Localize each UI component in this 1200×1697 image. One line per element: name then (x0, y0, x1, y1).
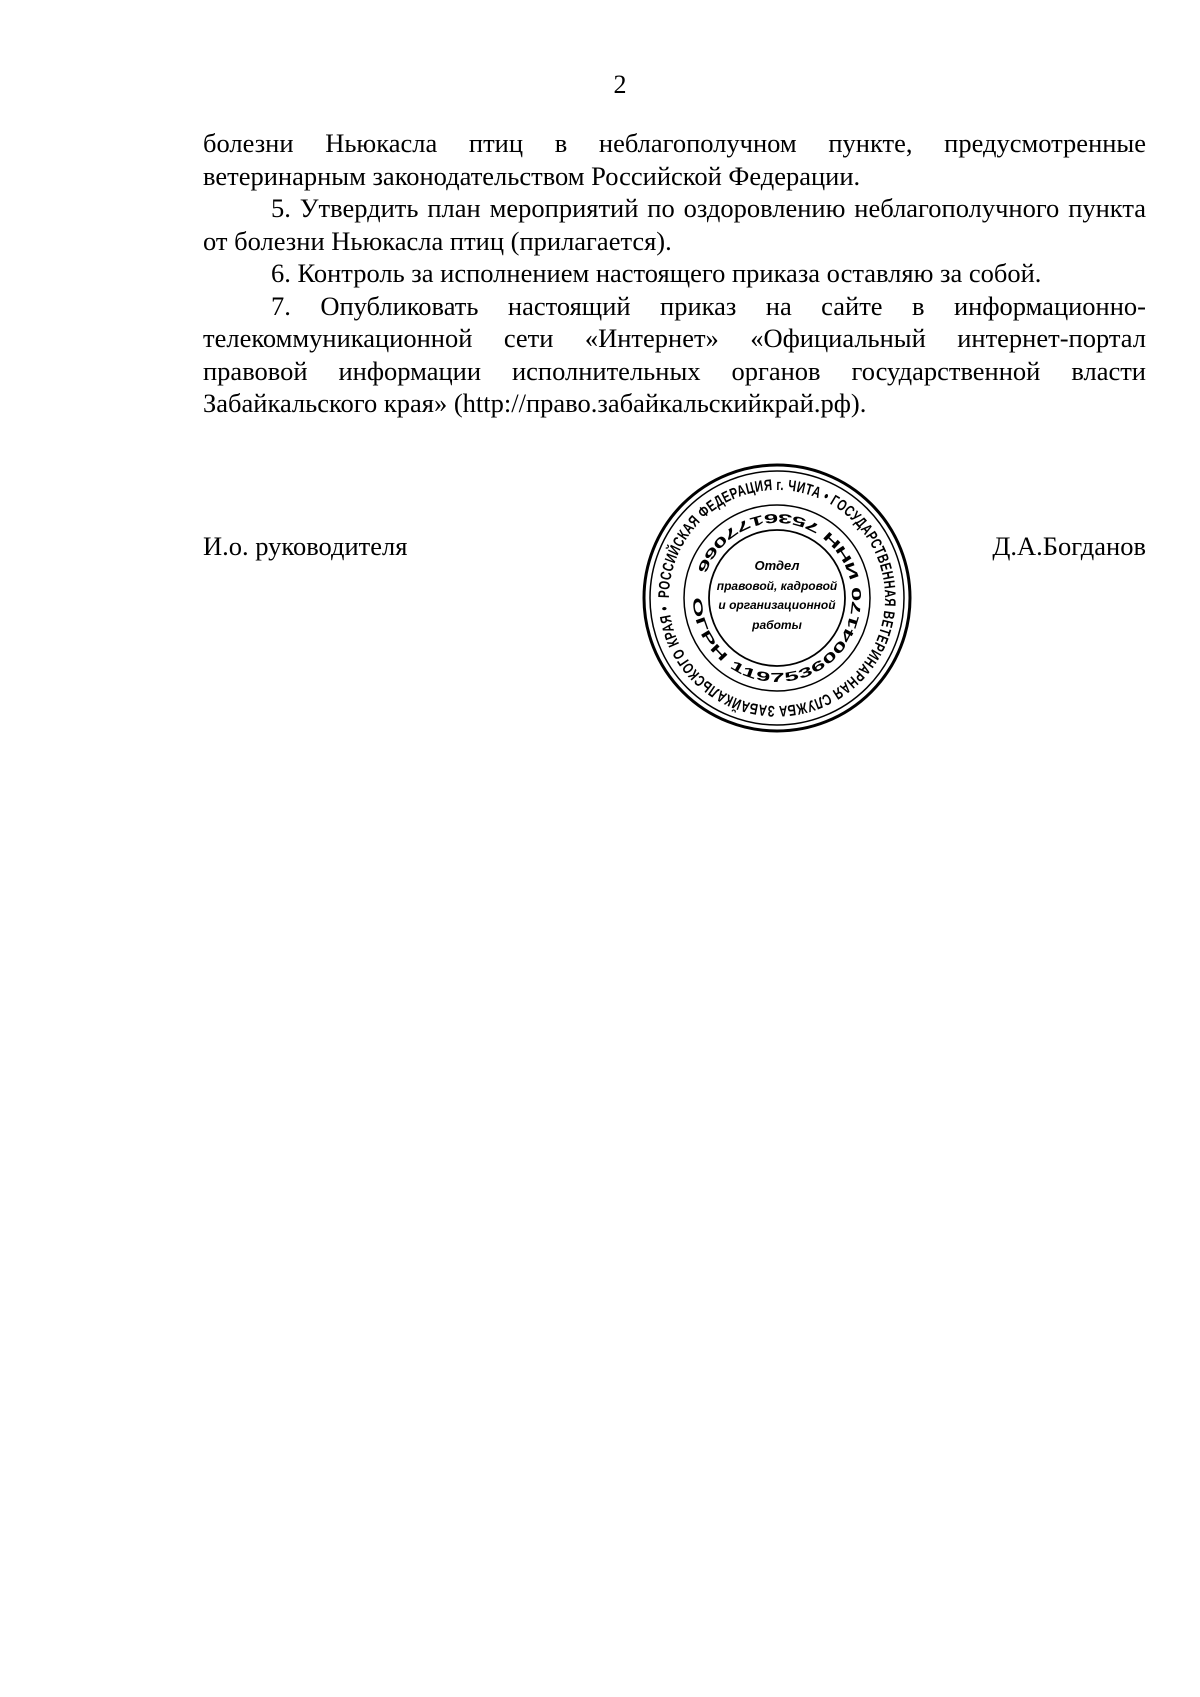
paragraph-item-5: 5. Утвердить план мероприятий по оздоровлению неблагополучного пункта от болезни Ньюкасла птиц (прилагается). (203, 193, 1146, 256)
paragraph-item-7: 7. Опубликовать настоящий приказ на сайте в информационно-телекоммуникационной сети «Интернет» «Официальный интернет-портал правовой информации исполнительных органов государственной власти Забайкальского края» (http://право.забайкальскийкрай.рф). (203, 290, 1146, 418)
seal-center-line-1: Отдел (754, 558, 800, 573)
seal-center-line-3: и организационной (718, 598, 836, 612)
seal-outer-ring-text: РОССИЙСКАЯ ФЕДЕРАЦИЯ г. ЧИТА • ГОСУДАРСТВЕННАЯ ВЕТЕРИНАРНАЯ СЛУЖБА ЗАБАЙКАЛЬСКОГО КРАЯ • (655, 476, 899, 720)
seal-center-line-2: правовой, кадровой (716, 579, 838, 593)
signatory-name: Д.А.Богданов (992, 531, 1146, 561)
seal-graphic (637, 458, 917, 738)
signatory-title: И.о. руководителя (203, 531, 408, 561)
document-body (203, 127, 1146, 420)
page-number: 2 (613, 70, 627, 99)
seal-registration-ring-text: ОГРН 1197536004170 ИНН 7536177066 (689, 510, 865, 686)
paragraph-continuation: болезни Ньюкасла птиц в неблагополучном пункте, предусмотренные ветеринарным законодательством Российской Федерации. (203, 128, 1146, 191)
paragraph-item-6: 6. Контроль за исполнением настоящего приказа оставляю за собой. (271, 258, 1042, 288)
seal-center-line-4: работы (752, 618, 802, 632)
official-seal-stamp (637, 458, 917, 738)
